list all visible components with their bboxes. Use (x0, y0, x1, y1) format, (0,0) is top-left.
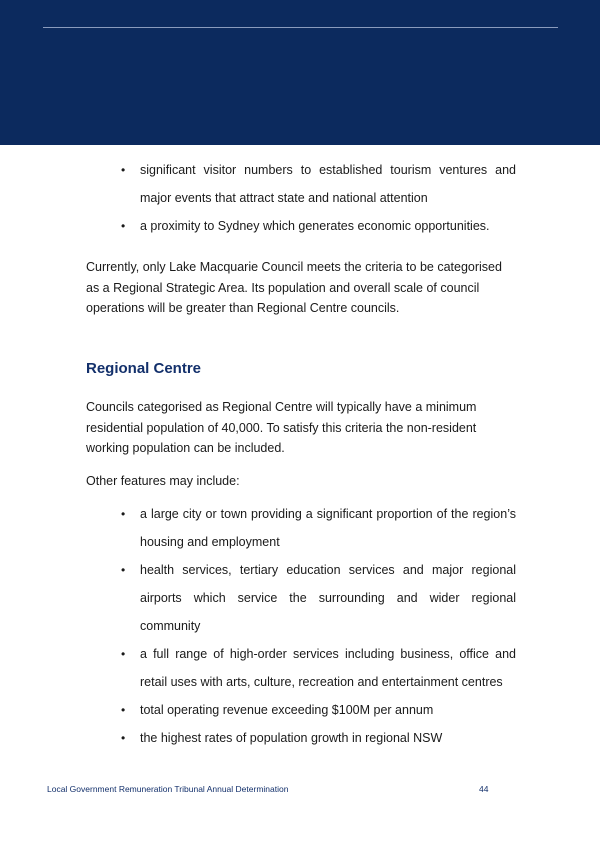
bullet-list-top (121, 156, 516, 240)
paragraph-lake-macquarie: Currently, only Lake Macquarie Council meets the criteria to be categorised as a Regional Strategic Area. Its population and overall scale of council operations will be greater than Regional Centre councils. (86, 260, 502, 315)
paragraph-regional-centre-criteria: Councils categorised as Regional Centre will typically have a minimum residential population of 40,000. To satisfy this criteria the non-resident working population can be included. (86, 400, 477, 455)
bullet-icon: • (121, 703, 126, 717)
footer-page-number: 44 (479, 784, 489, 794)
bullet-icon: • (121, 647, 126, 661)
paragraph-other-features: Other features may include: (86, 474, 240, 488)
list-item-text: a large city or town providing a significant proportion of the region’s housing and employment (140, 507, 516, 549)
list-item (121, 556, 516, 640)
list-item-text: total operating revenue exceeding $100M per annum (140, 703, 434, 717)
list-item-text: significant visitor numbers to established tourism ventures and major events that attract state and national attention (140, 163, 516, 205)
list-item (121, 724, 516, 752)
bullet-icon: • (121, 219, 126, 233)
list-item-text: a proximity to Sydney which generates economic opportunities. (140, 219, 490, 233)
bullet-icon: • (121, 163, 126, 177)
header-divider (43, 27, 558, 28)
bullet-icon: • (121, 507, 126, 521)
list-item (121, 156, 516, 212)
list-item (121, 212, 516, 240)
list-item-text: health services, tertiary education services and major regional airports which service the surrounding and wider regional community (140, 563, 516, 633)
bullet-list-bottom (121, 500, 516, 752)
list-item-text: a full range of high-order services including business, office and retail uses with arts, culture, recreation and entertainment centres (140, 647, 516, 689)
list-item (121, 500, 516, 556)
section-heading-regional-centre: Regional Centre (86, 360, 202, 377)
bullet-icon: • (121, 731, 126, 745)
list-item (121, 640, 516, 696)
footer-document-title: Local Government Remuneration Tribunal Annual Determination (47, 784, 289, 794)
bullet-icon: • (121, 563, 126, 577)
header-band (0, 0, 600, 145)
list-item (121, 696, 516, 724)
list-item-text: the highest rates of population growth in regional NSW (140, 731, 443, 745)
